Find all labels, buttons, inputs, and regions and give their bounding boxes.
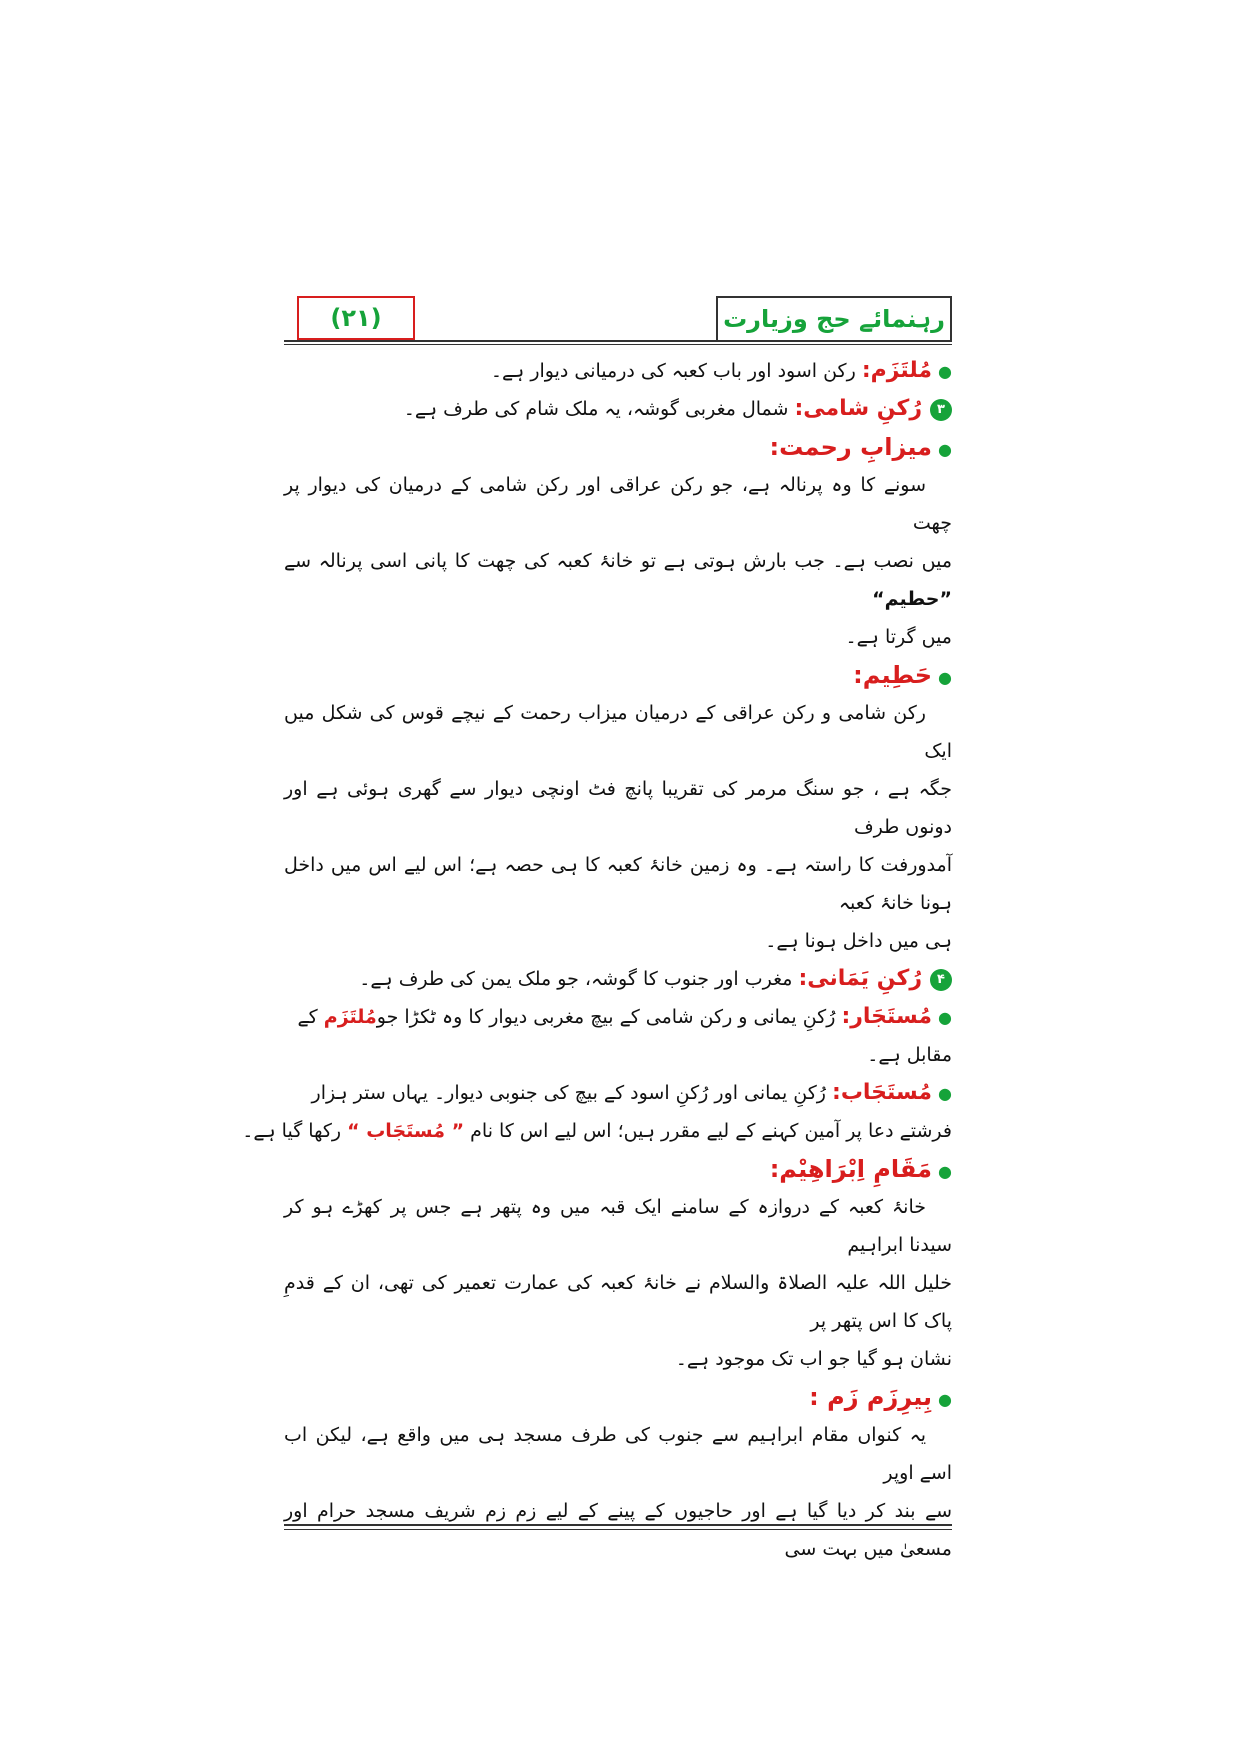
term-zamzam: بِیرِزَم زَم : xyxy=(809,1383,933,1411)
footer-rule xyxy=(284,1524,952,1526)
hatim-paragraph xyxy=(284,694,952,960)
mustajar-text: رُکنِ یمانی و رکن شامی کے بیچ مغربی دیوار کا وہ ٹکڑا جو xyxy=(376,1006,836,1028)
section-rukn-yamani xyxy=(284,960,952,998)
page-content xyxy=(242,352,952,1568)
mustajab-inline-term: ” مُستَجَاب “ xyxy=(347,1120,465,1142)
section-mustajar xyxy=(284,998,952,1036)
mustajar-line-2 xyxy=(284,1036,952,1074)
section-mustajab xyxy=(284,1074,952,1112)
page-number: (۲۱) xyxy=(297,296,415,340)
mustajar-text-after: کے xyxy=(297,1006,318,1028)
number-badge: ۴ xyxy=(930,969,952,991)
hatim-line-3: آمدورفت کا راستہ ہے۔ وہ زمین خانۂ کعبہ کا ہی حصہ ہے؛ اس لیے اس میں داخل ہونا خانۂ کعبہ xyxy=(284,854,952,914)
zamzam-line-2: سے بند کر دیا گیا ہے اور حاجیوں کے پینے کے لیے زم زم شریف مسجد حرام اور مسعیٰ میں بہت سی xyxy=(284,1500,952,1560)
term-multazam: مُلتَزَم: xyxy=(861,358,933,383)
term-rukn-shami: رُکنِ شامی: xyxy=(794,396,922,421)
term-mizab: میزابِ رحمت: xyxy=(769,433,933,461)
heading-zamzam xyxy=(284,1378,952,1416)
maqam-line-1: خانۂ کعبہ کے دروازہ کے سامنے ایک قبہ میں وہ پتھر ہے جس پر کھڑے ہو کر سیدنا ابراہیم xyxy=(284,1196,952,1256)
mustajab-line-2-after: رکھا گیا ہے۔ xyxy=(242,1120,342,1142)
bullet-icon: ● xyxy=(938,440,952,459)
page-header xyxy=(284,296,952,344)
rukn-yamani-text: مغرب اور جنوب کا گوشہ، جو ملک یمن کی طرف ہے۔ xyxy=(359,968,793,990)
book-title: رہنمائے حج وزیارت xyxy=(716,296,952,340)
mizab-line-1: سونے کا وہ پرنالہ ہے، جو رکن عراقی اور رکن شامی کے درمیان کی دیوار پر چھت xyxy=(284,474,952,534)
term-mustajar: مُستَجَار: xyxy=(841,1004,933,1029)
multazam-text: رکن اسود اور باب کعبہ کی درمیانی دیوار ہے۔ xyxy=(490,360,856,382)
section-multazam xyxy=(284,352,952,390)
section-rukn-shami xyxy=(284,390,952,428)
term-hatim: حَطِیم: xyxy=(853,661,933,689)
maqam-line-2: خلیل اللہ علیہ الصلاۃ والسلام نے خانۂ کعبہ کی عمارت تعمیر کی تھی، ان کے قدمِ پاک کا اس پتھر پر xyxy=(284,1272,952,1332)
mustajab-line-2-before: فرشتے دعا پر آمین کہنے کے لیے مقرر ہیں؛ اس لیے اس کا نام xyxy=(470,1120,952,1142)
mustajab-line-1: رُکنِ یمانی اور رُکنِ اسود کے بیچ کی جنوبی دیوار۔ یہاں ستر ہزار xyxy=(311,1082,826,1104)
mustajar-line-2-text: مقابل ہے۔ xyxy=(867,1044,952,1066)
mizab-line-3: میں گرتا ہے۔ xyxy=(845,626,952,648)
header-rule-thin xyxy=(284,344,952,345)
bullet-icon: ● xyxy=(938,1390,952,1409)
mizab-paragraph xyxy=(284,466,952,656)
mustajar-inline-term: مُلتَزَم xyxy=(323,1006,377,1028)
hatim-line-4: ہی میں داخل ہونا ہے۔ xyxy=(765,930,952,952)
bullet-icon: ● xyxy=(938,668,952,687)
rukn-shami-text: شمال مغربی گوشہ، یہ ملک شام کی طرف ہے۔ xyxy=(403,398,789,420)
mizab-line-2: میں نصب ہے۔ جب بارش ہوتی ہے تو خانۂ کعبہ کی چھت کا پانی اسی پرنالہ سے xyxy=(284,550,952,572)
term-mustajab: مُستَجَاب: xyxy=(832,1080,933,1105)
hatim-line-2: جگہ ہے ، جو سنگ مرمر کی تقریبا پانچ فٹ اونچی دیوار سے گھری ہوئی ہے اور دونوں طرف xyxy=(284,778,952,838)
footer-rule-thin xyxy=(284,1529,952,1530)
bullet-icon: ● xyxy=(938,1162,952,1181)
zamzam-line-1: یہ کنواں مقام ابراہیم سے جنوب کی طرف مسجد ہی میں واقع ہے، لیکن اب اسے اوپر xyxy=(284,1424,952,1484)
bullet-icon: ● xyxy=(938,1084,952,1103)
term-rukn-yamani: رُکنِ یَمَانی: xyxy=(798,966,922,991)
hatim-line-1: رکن شامی و رکن عراقی کے درمیان میزاب رحمت کے نیچے قوس کی شکل میں ایک xyxy=(284,702,952,762)
heading-maqam-ibrahim xyxy=(284,1150,952,1188)
maqam-ibrahim-paragraph xyxy=(284,1188,952,1378)
header-rule xyxy=(284,340,952,342)
mustajab-line-2 xyxy=(242,1112,952,1150)
heading-mizab xyxy=(284,428,952,466)
heading-hatim xyxy=(284,656,952,694)
bullet-icon: ● xyxy=(938,1008,952,1027)
maqam-line-3: نشان ہو گیا جو اب تک موجود ہے۔ xyxy=(675,1348,952,1370)
term-maqam-ibrahim: مَقَامِ اِبْرَاھِیْم: xyxy=(769,1155,933,1183)
mizab-quoted-hatim: ”حطیم“ xyxy=(872,588,952,610)
bullet-icon: ● xyxy=(938,362,952,381)
number-badge: ۳ xyxy=(930,399,952,421)
zamzam-paragraph xyxy=(284,1416,952,1568)
